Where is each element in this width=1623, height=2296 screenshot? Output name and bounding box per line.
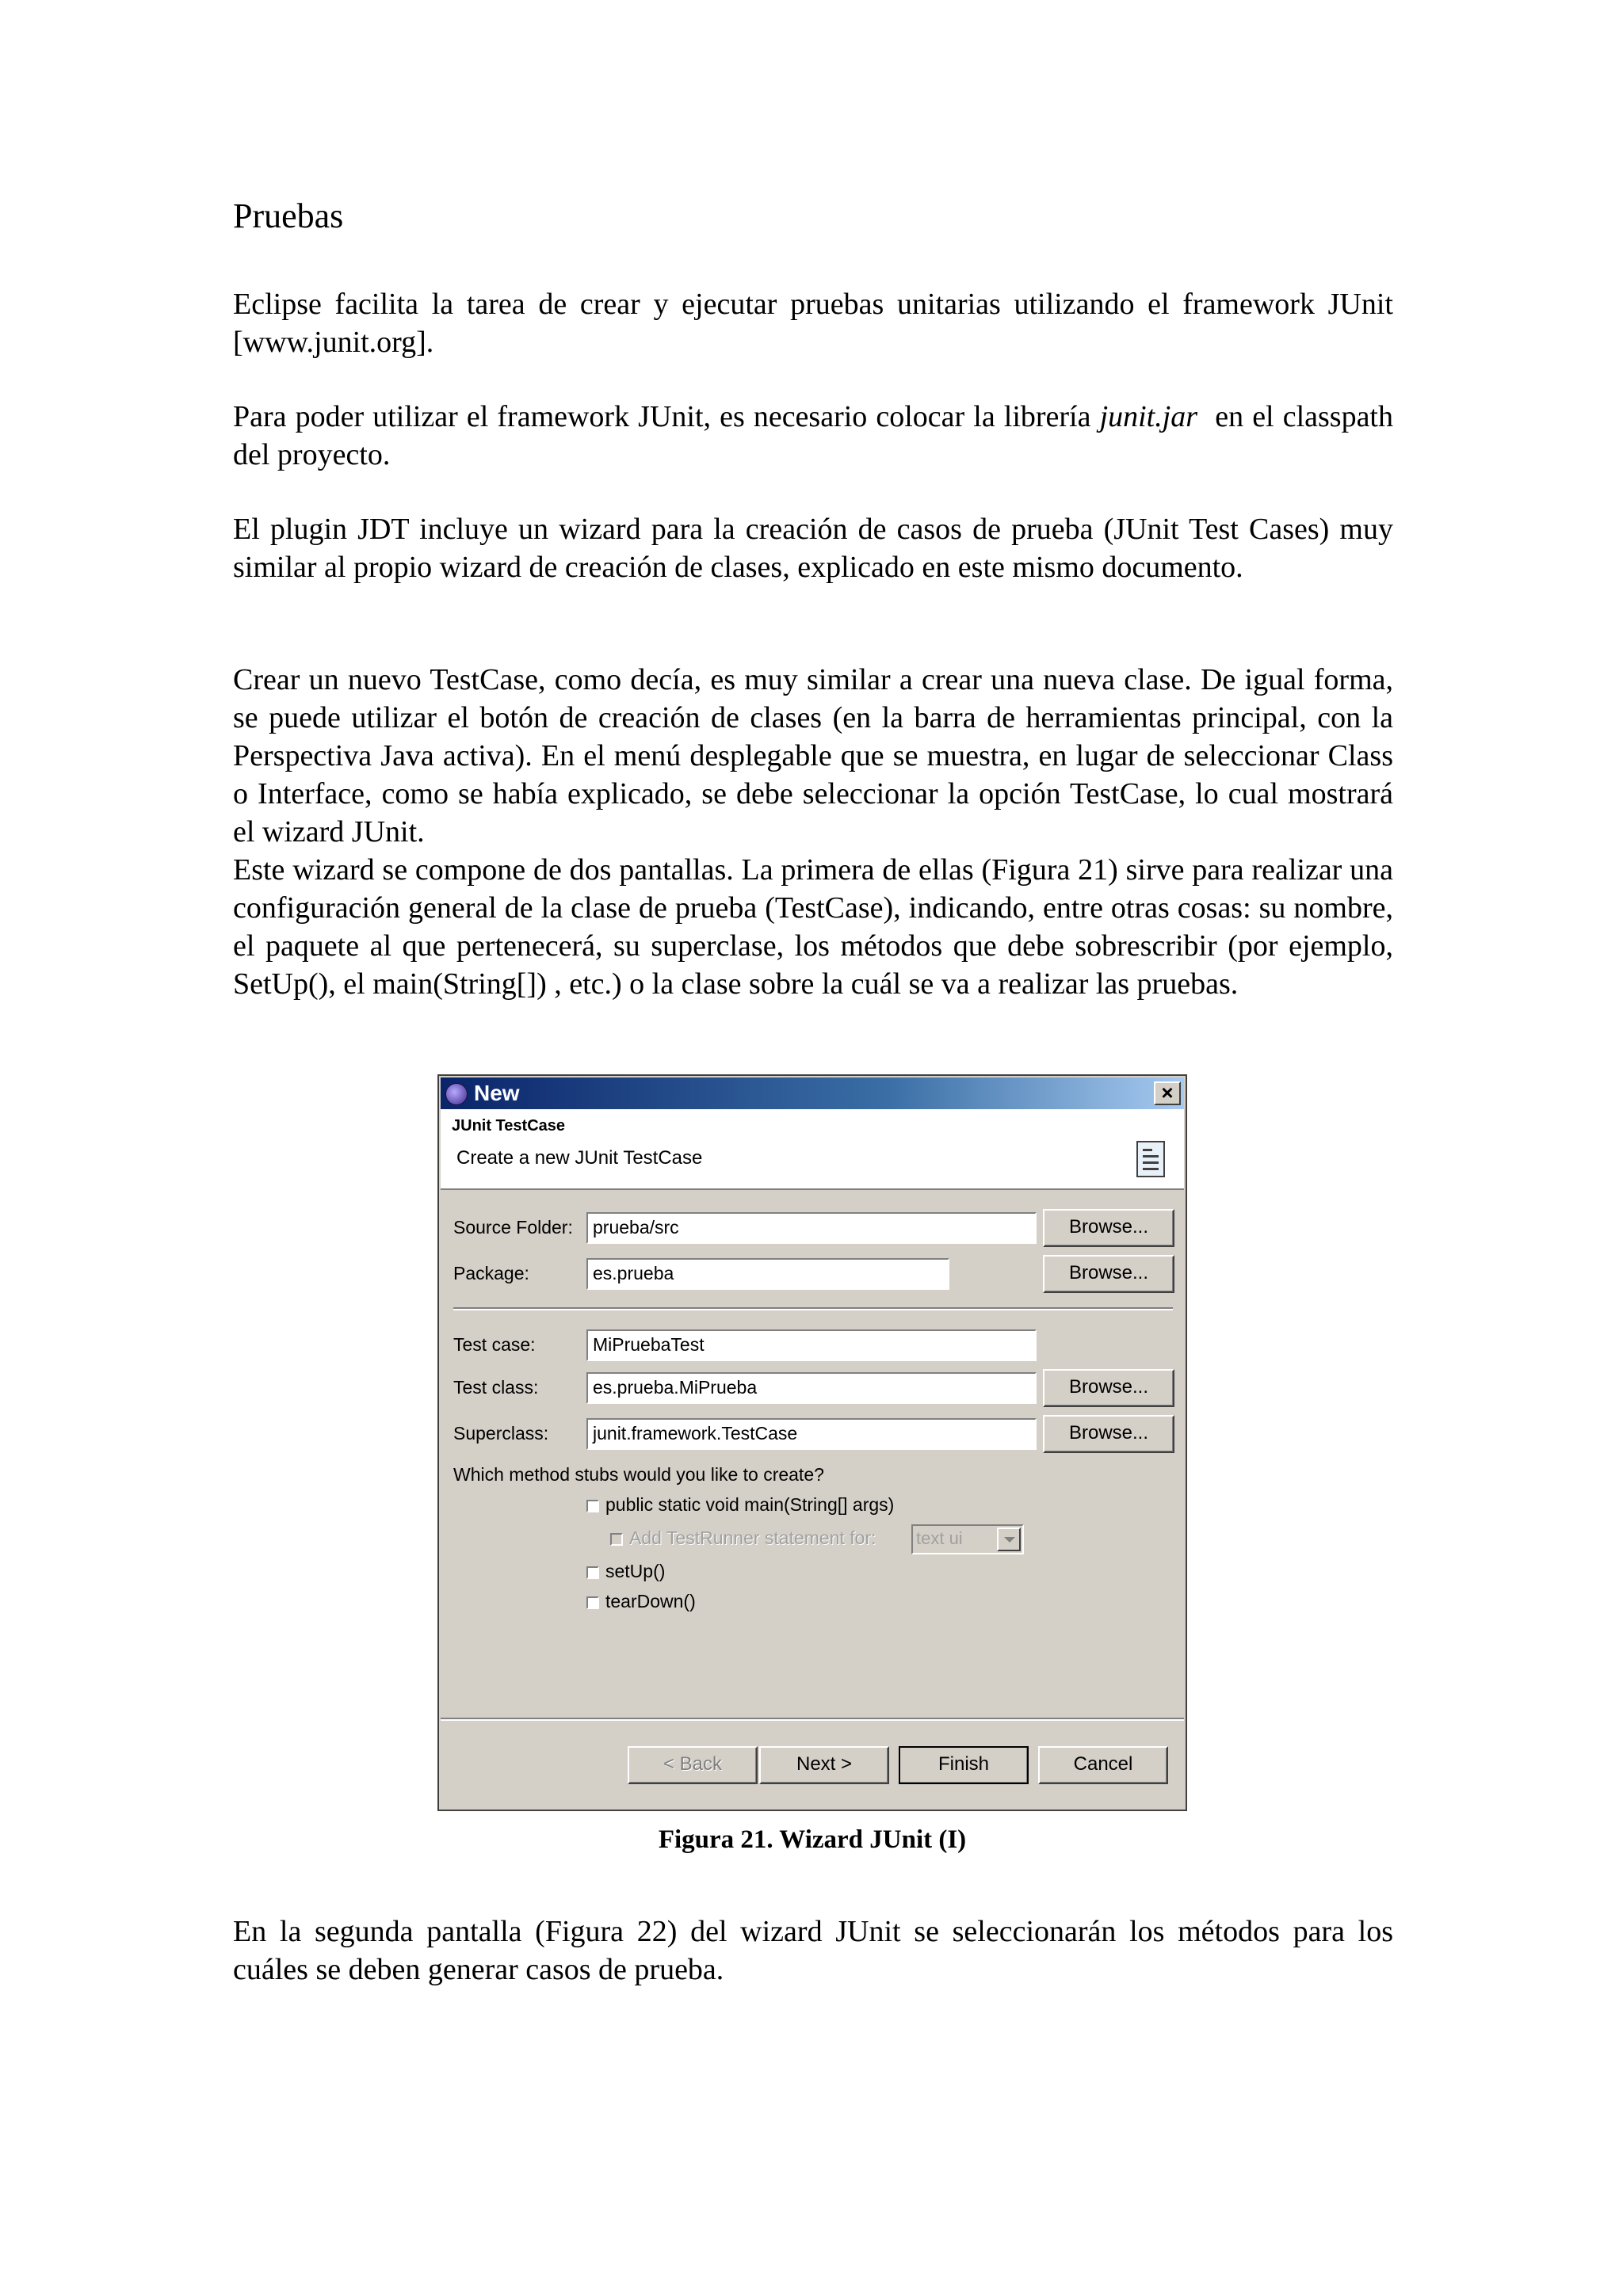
checkbox-box [610,1533,623,1546]
paragraph-classpath-text-2: en el classpath del proyecto. [233,400,1393,471]
dialog-title: New [474,1081,520,1105]
wizard-banner-icon [1136,1141,1165,1177]
back-button[interactable]: < Back [628,1746,758,1784]
test-class-label: Test class: [453,1377,539,1398]
superclass-label: Superclass: [453,1423,549,1444]
package-label: Package: [453,1263,529,1283]
testrunner-selected-value: text ui [916,1528,963,1548]
close-button[interactable]: × [1154,1081,1181,1105]
test-class-browse-button[interactable]: Browse... [1043,1369,1174,1407]
paragraph-classpath-text-1: Para poder utilizar el framework JUnit, es necesario colocar la librería [233,400,1091,433]
stub-setup-label: setUp() [605,1561,666,1581]
method-stubs-question: Which method stubs would you like to create? [453,1464,824,1485]
paragraph-intro: Eclipse facilita la tarea de crear y ejecutar pruebas unitarias utilizando el framework JUnit [www.junit.org]. [233,288,1393,359]
test-case-input[interactable]: MiPruebaTest [586,1329,1037,1361]
chevron-down-icon [997,1527,1021,1551]
source-folder-label: Source Folder: [453,1217,573,1238]
dialog-titlebar [441,1077,1184,1109]
figure-caption: Figura 21. Wizard JUnit (I) [658,1825,967,1854]
next-button[interactable]: Next > [759,1746,889,1784]
paragraph-wizard-screens: Este wizard se compone de dos pantallas. La primera de ellas (Figura 21) sirve para realizar una configuración general de la clase de prueba (TestCase), indicando, entre otras cosas: su nombre, el paquete al que pertenecerá, su superclase, los métodos que debe sobrescribir (por ejemplo, SetUp(), el main(String[]) , etc.) o la clase sobre la cuál se va a realizar las pruebas. [233,853,1393,1001]
package-browse-button[interactable]: Browse... [1043,1255,1174,1293]
superclass-browse-button[interactable]: Browse... [1043,1415,1174,1453]
paragraph-second-screen: En la segunda pantalla (Figura 22) del wizard JUnit se seleccionarán los métodos para los cuáles se deben generar casos de prueba. [233,1915,1393,1986]
paragraph-jdt-wizard: El plugin JDT incluye un wizard para la creación de casos de prueba (JUnit Test Cases) muy similar al propio wizard de creación de clases, explicado en este mismo documento. [233,513,1393,584]
eclipse-icon [445,1083,468,1105]
section-heading: Pruebas [233,196,344,235]
stub-teardown-checkbox[interactable] [586,1589,696,1613]
stub-testrunner-checkbox[interactable] [610,1526,876,1550]
finish-button[interactable]: Finish [899,1746,1029,1784]
testrunner-select[interactable] [911,1524,1024,1554]
stub-testrunner-label: Add TestRunner statement for: [629,1527,876,1548]
cancel-button[interactable]: Cancel [1038,1746,1168,1784]
junit-wizard-dialog [437,1074,1187,1811]
wizard-banner-description: Create a new JUnit TestCase [456,1147,703,1169]
checkbox-box [586,1500,599,1512]
checkbox-box [586,1566,599,1579]
wizard-banner-title: JUnit TestCase [452,1117,566,1135]
checkbox-box [586,1596,599,1609]
stub-main-checkbox[interactable] [586,1493,894,1516]
superclass-input[interactable]: junit.framework.TestCase [586,1418,1037,1450]
source-folder-input[interactable]: prueba/src [586,1212,1037,1244]
stub-teardown-label: tearDown() [605,1591,696,1611]
stub-setup-checkbox[interactable] [586,1559,665,1583]
package-input[interactable]: es.prueba [586,1258,949,1290]
paragraph-classpath [233,398,1393,474]
wizard-banner [441,1109,1184,1190]
separator [453,1307,1173,1310]
junit-jar-text: junit.jar [1099,400,1198,433]
paragraph-new-testcase: Crear un nuevo TestCase, como decía, es muy similar a crear una nueva clase. De igual forma, se puede utilizar el botón de creación de clases (en la barra de herramientas principal, con la Perspectiva Java activa). En el menú desplegable que se muestra, en lugar de seleccionar Class o Interface, como se había explicado, se debe seleccionar la opción TestCase, lo cual mostrará el wizard JUnit. [233,663,1393,849]
source-folder-browse-button[interactable]: Browse... [1043,1209,1174,1247]
stub-main-label: public static void main(String[] args) [605,1494,895,1515]
test-class-input[interactable]: es.prueba.MiPrueba [586,1372,1037,1404]
test-case-label: Test case: [453,1334,536,1355]
separator [441,1718,1184,1721]
